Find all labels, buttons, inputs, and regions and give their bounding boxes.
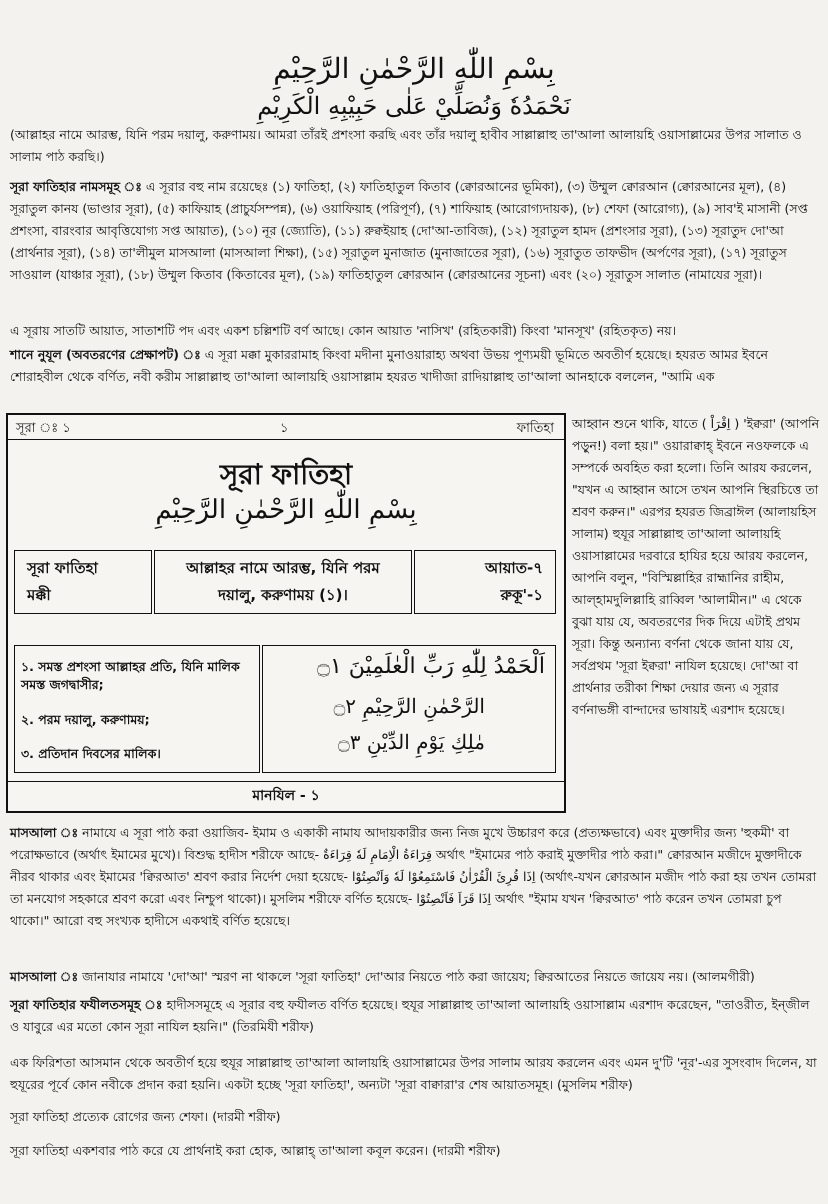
revelation-text: এ সূরা মক্কা মুকাররামাহ কিংবা মদীনা মুনাওয়ারাহ্য অথবা উভয় পূণ্যময়ী ভূমিতে অবতীর্ণ হয়েছে। হযরত আমর ইবনে শোরাহবীল থেকে বর্ণিত, নবী করীম সাল্লাল্লাহু তা'আলা আলায়হি ওয়াসাল্লাম হযরত খাদীজা রাদিয়াল্লাহু তা'আলা আনহাকে বললেন, "আমি এক (10, 347, 768, 384)
sura-bismillah: بِسْمِ اللّٰهِ الرَّحْمٰنِ الرَّحِيْمِ (155, 495, 417, 525)
verse-1-bangla: ১. সমস্ত প্রশংসা আল্লাহর প্রতি, যিনি মালিক সমস্ত জগদ্বাসীর; (21, 659, 240, 692)
prayer-paragraph: সূরা ফাতিহা একশবার পাঠ করে যে প্রার্থনাই করা হোক, আল্লাহ্ তা'আলা কবূল করেন। (দারমী শরীফ) (10, 1143, 501, 1158)
masala-2-paragraph (10, 966, 818, 988)
masala-2-text: জানাযার নামাযে 'দো'আ' স্মরণ না থাকলে 'সূরা ফাতিহা' দো'আর নিয়তে পাঠ করা জায়েয; ক্বিরআতের নিয়তে জায়েয নয়। (আলমগীরী) (82, 969, 755, 984)
sura-info-center (154, 550, 412, 614)
sura-info-bismillah-bn-2: দয়ালু, করুণাময় (১)। (218, 586, 348, 604)
names-label: সূরা ফাতিহার নামসমূহ ঃ (10, 179, 142, 194)
verse-1-arabic: اَلْحَمْدُ لِلّٰهِ رَبِّ الْعٰلَمِيْنَ ۝١ (317, 654, 545, 679)
sura-name-header: ফাতিহা (516, 421, 554, 436)
bangla-translation-box (14, 645, 260, 773)
sura-box (6, 413, 566, 813)
verse-3-bangla: ৩. প্রতিদান দিবসের মালিক। (21, 746, 161, 761)
verse-2-bangla: ২. পরম দয়ালু, করুণাময়; (21, 712, 150, 727)
sura-info-type: মক্কী (27, 586, 51, 604)
sura-info-bismillah-bn-1: আল্লাহর নামে আরম্ভ, যিনি পরম (186, 559, 380, 577)
sura-info-ayat: আয়াত-৭ (485, 559, 543, 577)
masala-1-text: নামাযে এ সূরা পাঠ করা ওয়াজিব- ইমাম ও একাকী নামায আদায়কারীর জন্য নিজ মুখে উচ্চারণ করে (প্রত্যক্ষভাবে) এবং মুক্তাদীর জন্য 'হুকমী' বা পরোক্ষভাবে (অর্থাৎ ইমামের মুখে)। বিশুদ্ধ হাদীস শরীফে আছে- قِرَاءَةُ الْاِمَامِ لَهٗ قِرَاءَةٌ অর্থাৎ "ইমামের পাঠ করাই মুক্তাদীর পাঠ করা।" ক্বোরআন মজীদে মুক্তাদীকে নীরব থাকার এবং ইমামের 'ক্বিরআত' শ্রবণ করার নির্দেশ দেয়া হয়েছে- اِذَا قُرِئَ الْقُرْاٰنُ فَاسْتَمِعُوْا لَهٗ وَاَنْصِتُوْا (অর্থাৎ-যখন ক্বোরআন মজীদ পাঠ করা হয় তখন তোমরা তা মনযোগ সহকারে শ্রবণ করো এবং নিশ্চুপ থাকো)। মুসলিম শরীফে বর্ণিত হয়েছে- اِذَا قَرَاَ فَاَنْصِتُوْا অর্থাৎ "ইমাম যখন 'ক্বিরআত' পাঠ করেন তখন তোমরা চুপ থাকো।" আরো বহু সংখ্যক হাদীসে একথাই বর্ণিত হয়েছে। (10, 825, 817, 928)
arabic-verses-box (262, 645, 556, 773)
sura-info-ruku: রুকূ'-১ (500, 586, 543, 604)
side-column-text: আহ্বান শুনে থাকি, যাতে ( اِقْرَاْ ) 'ইক্বরা' (আপনি পড়ুন!) বলা হয়।" ওয়ারাক্বাহ্ ইবনে নওফলকে এ সম্পর্কে অবহিত করা হলো। তিনি আরয করলেন, "যখন এ আহ্বান আসে তখন আপনি স্থিরচিত্তে তা শ্রবণ করুন।" এরপর হযরত জিব্রাঈল (আলায়হিস সালাম) হুযূর সাল্লাল্লাহু তা'আলা আলায়হি ওয়াসাল্লামের দরবারে হাযির হয়ে আরয করলেন, আপনি বলুন, "বিস্মিল্লাহির রাহ্মানির রাহীম, আল্হামদুলিল্লাহি রাব্বিল 'আলামীন।" এ থেকে বুঝা যায় যে, অবতরণের দিক দিয়ে এটাই প্রথম সূরা। কিন্তু অন্যান্য বর্ণনা থেকে জানা যায় যে, সর্বপ্রথম 'সূরা ইক্বরা' নাযিল হয়েছে। দো'আ বা প্রার্থনার তরীকা শিক্ষা দেয়ার জন্য এ সূরার বর্ণনাভঙ্গী বান্দাদের ভাষায়ই এরশাদ হয়েছে। (572, 416, 820, 717)
cure-paragraph: সূরা ফাতিহা প্রত্যেক রোগের জন্য শেফা। (দারমী শরীফ) (10, 1109, 281, 1124)
virtues-paragraph (10, 994, 818, 1038)
revelation-label: শানে নুযূল (অবতরণের প্রেক্ষাপট) ঃ (10, 347, 201, 362)
virtues-label: সূরা ফাতিহার ফযীলতসমূহ ঃ (10, 997, 163, 1012)
sura-info-name: সূরা ফাতিহা (27, 559, 98, 577)
verse-2-arabic: الرَّحْمٰنِ الرَّحِيْمِ ۝٢ (333, 694, 485, 718)
sura-info-right (414, 550, 556, 614)
sura-title: সূরা ফাতিহা (219, 458, 353, 491)
count-paragraph: এ সূরায় সাতটি আয়াত, সাতাশটি পদ এবং একশ চল্লিশটি বর্ণ আছে। কোন আয়াত 'নাসিখ' (রহিতকারী) কিংবা 'মানসূখ' (রহিতকৃত) নয়। (10, 323, 677, 338)
masala-1-paragraph (10, 822, 818, 932)
sura-box-header (8, 415, 564, 440)
page-number: ১ (280, 421, 289, 436)
revelation-paragraph (10, 344, 818, 388)
verse-3-arabic: مٰلِكِ يَوْمِ الدِّيْنِ ۝٣ (338, 730, 485, 754)
bismillah-calligraphy: بِسْمِ اللّٰهِ الرَّحْمٰنِ الرَّحِيْمِ (273, 52, 555, 85)
virtues-text: হাদীসসমূহে এ সূরার বহু ফযীলত বর্ণিত হয়েছে। হুযূর সাল্লাল্লাহু তা'আলা আলায়হি ওয়াসাল্লাম এরশাদ করেছেন, "তাওরীত, ইন্জীল ও যাবুরে এর মতো কোন সূরা নাযিল হয়নি।" (তিরমিযী শরীফ) (10, 997, 810, 1034)
manzil-footer: মানযিল - ১ (8, 781, 564, 810)
angel-paragraph: এক ফিরিশতা আসমান থেকে অবতীর্ণ হয়ে হুযূর সাল্লাল্লাহু তা'আলা আলায়হি ওয়াসাল্লামের উপর সালাম আরয করলেন এবং এমন দু'টি 'নূর'-এর সুসংবাদ দিলেন, যা হুযূরের পূর্বে কোন নবীকে প্রদান করা হয়নি। একটা হচ্ছে 'সূরা ফাতিহা', অন্যটা 'সূরা বাক্বারা'র শেষ আয়াতসমূহ। (মুসলিম শরীফ) (10, 1055, 817, 1092)
sura-info-left (14, 550, 152, 614)
names-text: এ সূরার বহু নাম রয়েছেঃ (১) ফাতিহা, (২) ফাতিহাতুল কিতাব (ক্বোরআনের ভূমিকা), (৩) উম্মুল ক্বোরআন (ক্বোরআনের মূল), (৪) সূরাতুল কানয (ভাণ্ডার সূরা), (৫) কাফিয়াহ (প্রাচুর্যসম্পন্ন), (৬) ওয়াফিয়াহ (পরিপূর্ণ), (৭) শাফিয়াহ (আরোগ্যদায়ক), (৮) শেফা (আরোগ্য), (৯) সাব'ই মাসানী (সপ্ত প্রশংসা, বারংবার আবৃত্তিযোগ্য সপ্ত আয়াত), (১০) নূর (জ্যোতি), (১১) রুক্বইয়াহ (দো'আ-তাবিজ), (১২) সূরাতুল হামদ (প্রশংসার সূরা), (১৩) সূরাতুদ দো'আ (প্রার্থনার সূরা), (১৪) তা'লীমুল মাসআলা (মাসআলা শিক্ষা), (১৫) সূরাতুল মুনাজাত (মুনাজাতের সূরা), (১৬) সূরাতুত তাফভীদ (অর্পণের সূরা), (১৭) সূরাতুস সাওয়াল (যাঞ্চার সূরা), (১৮) উম্মুল কিতাব (কিতাবের মূল), (১৯) ফাতিহাতুল ক্বোরআন (ক্বোরআনের সূচনা) এবং (২০) সূরাতুস সালাত (নামাযের সূরা)। (10, 179, 808, 282)
masala-2-label: মাসআলা ঃ (10, 969, 79, 984)
names-paragraph (10, 176, 818, 286)
intro-paragraph: (আল্লাহর নামে আরম্ভ, যিনি পরম দয়ালু, করুণাময়। আমরা তাঁরই প্রশংসা করছি এবং তাঁর দয়ালু হাবীব সাল্লাল্লাহু তা'আলা আলায়হি ওয়াসাল্লামের উপর সালাত ও সালাম পাঠ করছি।) (10, 127, 802, 164)
masala-1-label: মাসআলা ঃ (10, 825, 79, 840)
salutation-calligraphy: نَحْمَدُهٗ وَنُصَلِّيْ عَلٰى حَبِيْبِهِ الْكَرِيْمِ (257, 92, 571, 120)
sura-number: সূরা ঃ ১ (16, 421, 71, 436)
